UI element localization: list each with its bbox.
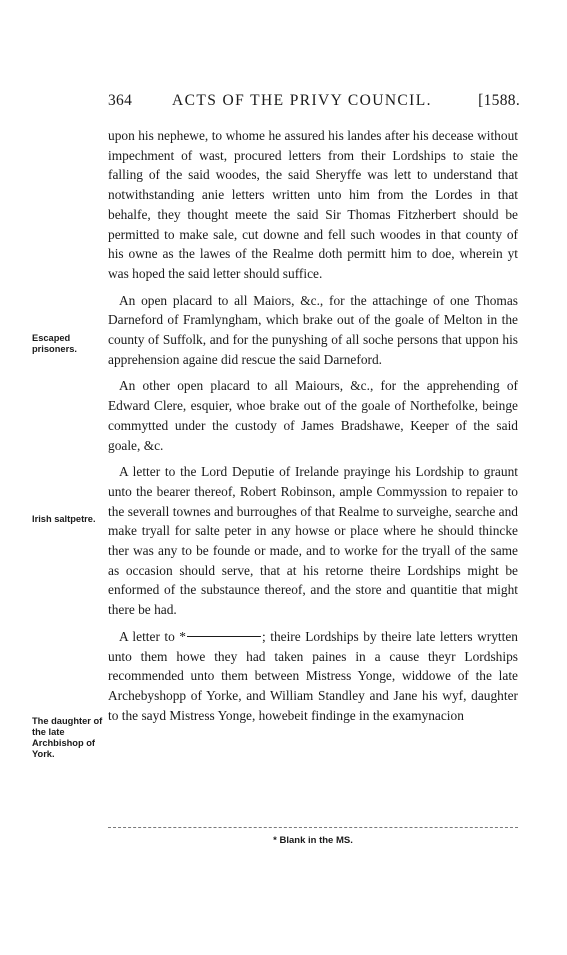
- paragraph-rest: ; theire Lordships by theire late letters wrytten unto them howe they had taken paines in a cause theyr Lordships recommended unto them between Mistress Yonge, widdowe of the late Archebyshopp of Yorke, and William Standley and Jane his wyf, daughter to the sayd Mistress Yonge, howebeit findinge in the examynacion: [108, 628, 518, 723]
- paragraph-lead: A letter to *: [119, 628, 187, 644]
- paragraph: An other open placard to all Maiours, &c., for the apprehending of Edward Clere, esquier, whoe brake out of the goale of Northefolke, beinge commytted under the custody of James Bradshawe, Keeper of the said goale, &c.: [108, 378, 518, 453]
- paragraph-last: [108, 627, 518, 726]
- paragraph: upon his nephewe, to whome he assured his landes after his decease without impechment of wast, procured letters from their Lordships to staie the falling of the said woodes, the said Sheryffe was lett to understand that notwithstanding anie letters written unto him from the Lordes in that behalfe, they thought meete the said Sir Thomas Fitzherbert should be permitted to make sale, cut downe and fell such woodes in that county of his owne as the lawes of the Realme doth permitt him to doe, wherein yt was hoped the said letter should suffice.: [108, 128, 518, 281]
- running-header: [108, 92, 520, 114]
- year-label: [1588.: [478, 92, 520, 109]
- footnote: * Blank in the MS.: [273, 835, 353, 846]
- margin-note-irish-saltpetre: Irish saltpetre.: [32, 514, 96, 524]
- footnote-divider: [108, 827, 518, 828]
- margin-note-archbishop-daughter: The daughter of the late Archbishop of York.: [32, 716, 103, 759]
- running-title: ACTS OF THE PRIVY COUNCIL.: [172, 92, 432, 109]
- blank-line: [187, 636, 261, 637]
- paragraph: An open placard to all Maiors, &c., for the attachinge of one Thomas Darneford of Framlyngham, which brake out of the goale of Melton in the county of Suffolk, and for the punyshing of all soche persons that uppon his apprehension againe did rescue the said Darneford.: [108, 292, 518, 367]
- page-number: 364: [108, 92, 133, 109]
- body-text: [108, 126, 518, 732]
- paragraph: A letter to the Lord Deputie of Irelande prayinge his Lordship to graunt unto the bearer thereof, Robert Robinson, ample Commyssion to repaier to the severall townes and burroughes of that Realme to surveighe, searche and make tryall for salte peter in any howse or place where he should thincke ther was any to be founde or made, and to worke for the tryall of the same as occasion should serve, that at his retorne theire Lordships might be enformed of the substaunce thereof, and the store and quantitie that might there be had.: [108, 464, 518, 618]
- margin-note-escaped-prisoners: Escaped prisoners.: [32, 333, 77, 354]
